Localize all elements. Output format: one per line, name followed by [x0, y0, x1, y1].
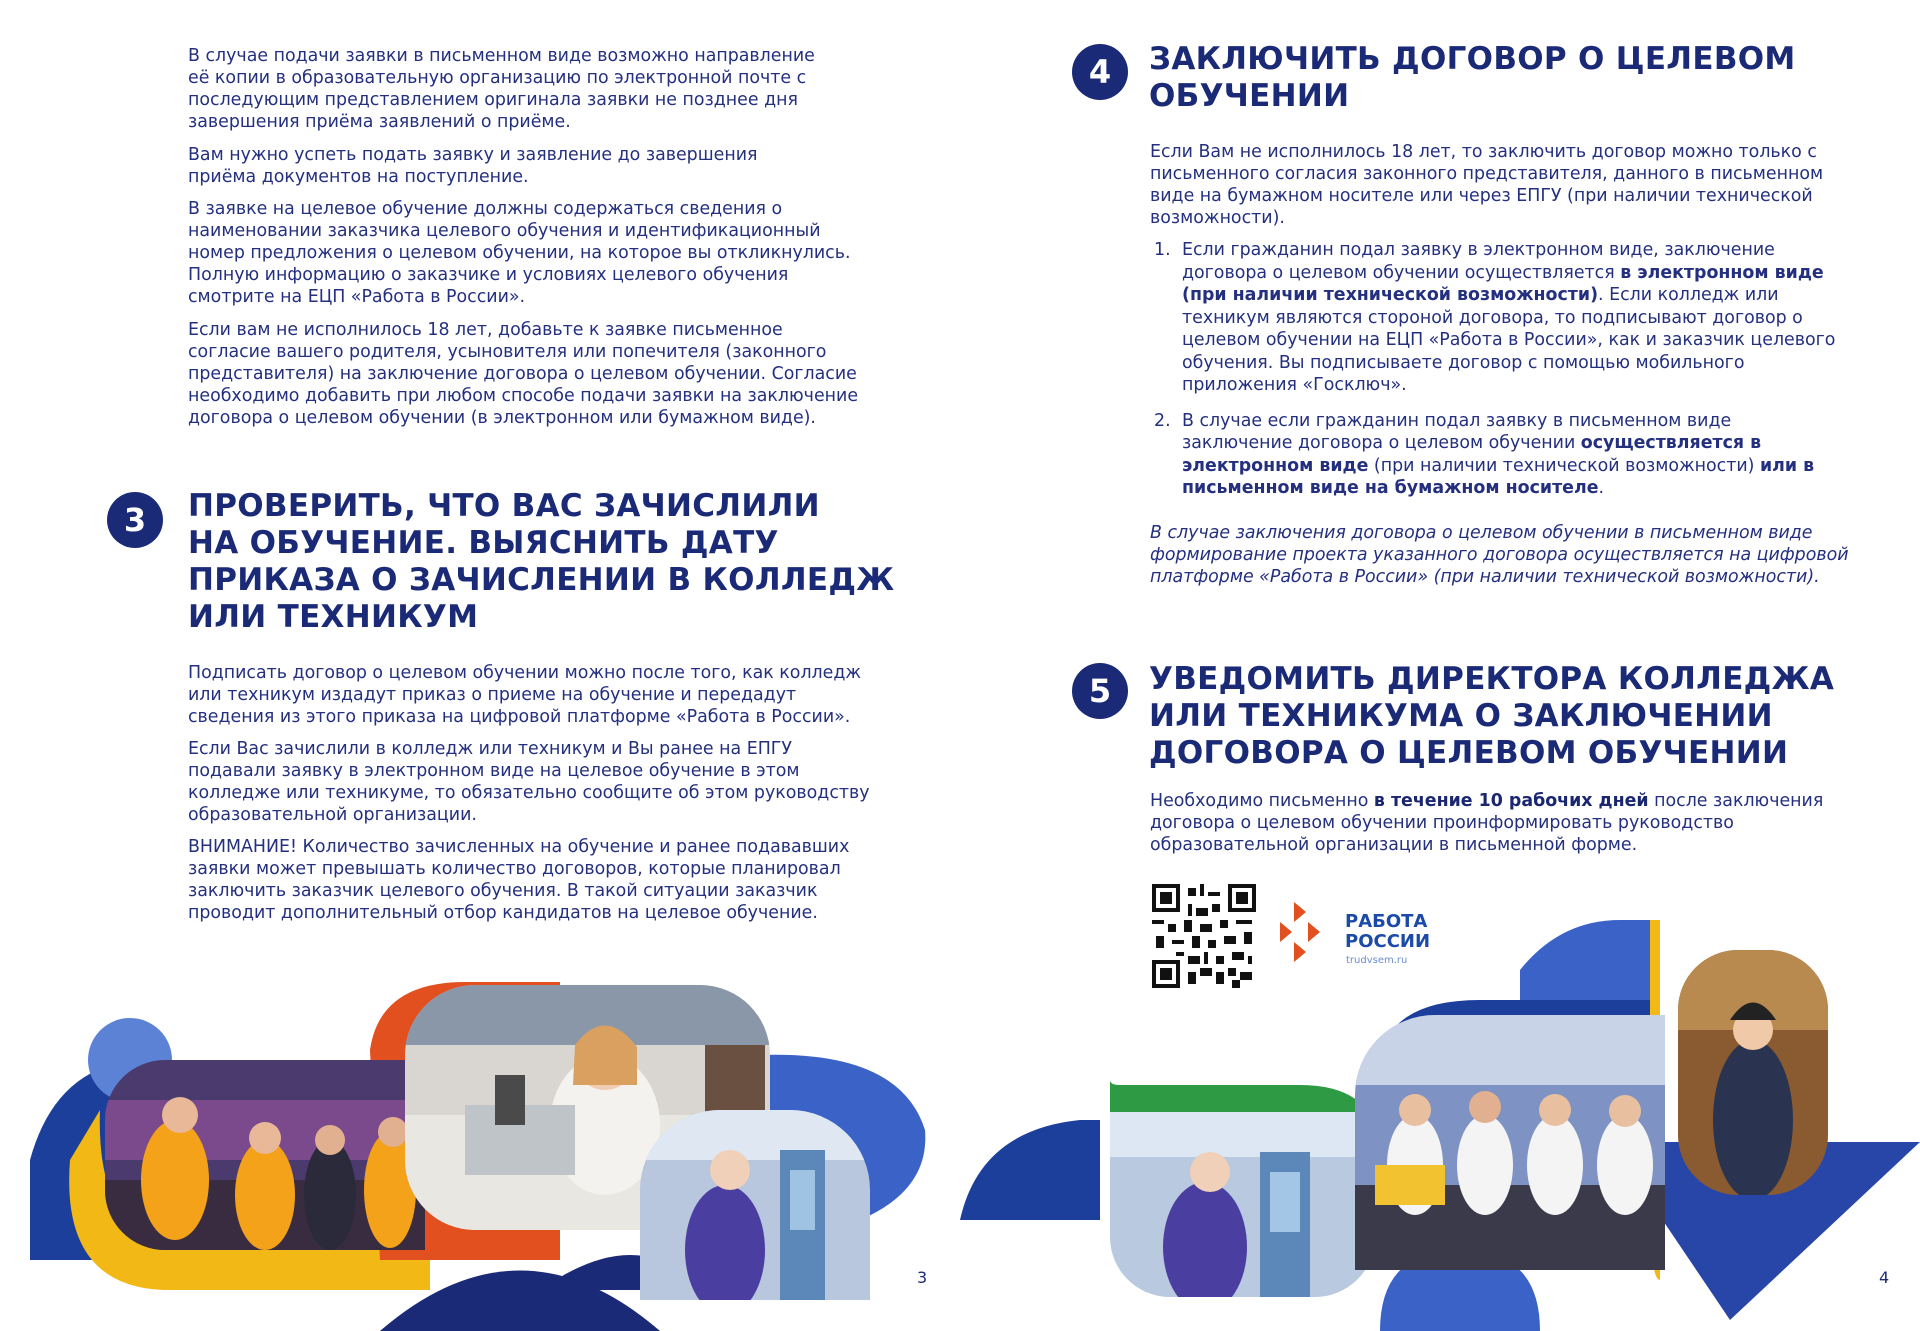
step-3-paragraph-1: Подписать договор о целевом обучении можно после того, как колледж или техникум издадут приказ о приеме на обучение и передадут сведения из этого приказа на цифровой платформе «Работа в России».: [188, 663, 862, 727]
step-4-note: [1150, 522, 1850, 588]
step-5-heading: [1149, 661, 1834, 772]
list-item-text: . Если колледж или техникум являются стороной договора, то подписывают договор о целевом обучении на ЕЦП «Работа в России», как и заказчик целевого обучения. Вы подписываете договор с помощью мобильного приложения «Госключ».: [1182, 285, 1836, 395]
step-3-number-badge: 3: [107, 492, 163, 548]
step-3-heading: [188, 488, 895, 636]
photo-robotics-students: [1355, 1015, 1665, 1270]
step-4-heading: [1149, 41, 1796, 115]
step-3-heading-line: НА ОБУЧЕНИЕ. ВЫЯСНИТЬ ДАТУ: [188, 525, 779, 561]
step-5-number-badge: 5: [1072, 663, 1128, 719]
step-4-heading-line: ОБУЧЕНИИ: [1149, 78, 1350, 114]
step-5-heading-line: ИЛИ ТЕХНИКУМА О ЗАКЛЮЧЕНИИ: [1149, 698, 1773, 734]
step-5-heading-line: УВЕДОМИТЬ ДИРЕКТОРА КОЛЛЕДЖА: [1149, 661, 1835, 697]
page-number-left: 3: [917, 1268, 928, 1287]
step-4-heading-line: ЗАКЛЮЧИТЬ ДОГОВОР О ЦЕЛЕВОМ: [1149, 41, 1796, 77]
list-item-text: (при наличии технической возможности): [1368, 455, 1760, 476]
list-item-bold: осуществляется в электронном виде: [1182, 433, 1762, 476]
list-item-text: .: [1598, 478, 1605, 498]
list-item-bold: в электронном виде (при наличии технической возможности): [1182, 262, 1824, 305]
list-item-text: В случае если гражданин подал заявку в письменном виде заключение договора о целевом обучении: [1182, 410, 1732, 453]
step-5-heading-line: ДОГОВОРА О ЦЕЛЕВОМ ОБУЧЕНИИ: [1149, 735, 1789, 771]
step-4-intro: Если Вам не исполнилось 18 лет, то заключить договор можно только с письменного согласия законного представителя, данного в письменном виде на бумажном носителе или через ЕПГУ (при наличии технической возможности).: [1150, 142, 1824, 228]
logo-line-1: РАБОТА: [1345, 911, 1428, 932]
step-3-heading-line: ПРОВЕРИТЬ, ЧТО ВАС ЗАЧИСЛИЛИ: [188, 488, 820, 524]
list-item-number: 1.: [1154, 240, 1171, 260]
photo-students-workshop: [105, 1060, 425, 1250]
intro-paragraph-4: Если вам не исполнилось 18 лет, добавьте к заявке письменное согласие вашего родителя, усыновителя или попечителя (законного представителя) на заключение договора о целевом обучении. Согласие необходимо добавить при любом способе подачи заявки на заключение договора о целевом обучении (в электронном или бумажном виде).: [188, 320, 859, 428]
step-5-paragraph: [1150, 790, 1850, 856]
step-4-list-item-2: [1154, 410, 1846, 500]
step-5-text: Необходимо письменно: [1150, 791, 1374, 811]
page-number-right: 4: [1879, 1268, 1890, 1287]
step-5-text: после заключения договора о целевом обучении проинформировать руководство образовательной организации в письменной форме.: [1150, 791, 1824, 855]
step-3-paragraph-3: ВНИМАНИЕ! Количество зачисленных на обучение и ранее подававших заявки может превышать количество договоров, которые планировал заключить заказчик целевого обучения. В такой ситуации заказчик проводит дополнительный отбор кандидатов на целевое обучение.: [188, 837, 850, 923]
list-item-text: Если гражданин подал заявку в электронном виде, заключение договора о целевом обучении осуществляется: [1182, 240, 1775, 283]
step-5-bold: в течение 10 рабочих дней: [1373, 791, 1649, 811]
step-4-number-badge: 4: [1072, 44, 1128, 100]
step-3-heading-line: ИЛИ ТЕХНИКУМ: [188, 599, 479, 635]
logo-line-2: РОССИИ: [1345, 931, 1431, 952]
logo-site: trudvsem.ru: [1346, 955, 1408, 966]
list-item-number: 2.: [1154, 410, 1171, 431]
list-item-bold: или в письменном виде на бумажном носителе: [1182, 455, 1815, 498]
intro-paragraph-2: Вам нужно успеть подать заявку и заявление до завершения приёма документов на поступление.: [188, 145, 758, 187]
photo-welder: [1678, 950, 1828, 1195]
intro-paragraph-1: В случае подачи заявки в письменном виде возможно направление её копии в образовательную организацию по электронной почте с последующим представлением оригинала заявки не позднее дня завершения приёма заявлений о приёме.: [188, 46, 815, 132]
step-3-heading-line: ПРИКАЗА О ЗАЧИСЛЕНИИ В КОЛЛЕДЖ: [188, 562, 895, 598]
intro-paragraph-3: В заявке на целевое обучение должны содержаться сведения о наименовании заказчика целевого обучения и идентификационный номер предложения о целевом обучении, на которое вы откликнулись. Полную информацию о заказчике и условиях целевого обучения смотрите на ЕЦП «Работа в России».: [188, 199, 851, 307]
step-4-list: [1154, 239, 1846, 500]
step-4-note-text: В случае заключения договора о целевом обучении в письменном виде формирование проекта указанного договора осуществляется на цифровой платформе «Работа в России» (при наличии технической возможности).: [1150, 523, 1849, 587]
step-4-list-item-1: [1154, 239, 1846, 397]
step-3-paragraph-2: Если Вас зачислили в колледж или техникум и Вы ранее на ЕПГУ подавали заявку в электронном виде на целевое обучение в этом колледже или техникуме, то обязательно сообщите об этом руководству образовательной организации.: [188, 739, 870, 825]
page-right: [960, 0, 1920, 1331]
photo-lab-student-left: [640, 1110, 870, 1300]
photo-lab-student-right: [1110, 1112, 1375, 1297]
